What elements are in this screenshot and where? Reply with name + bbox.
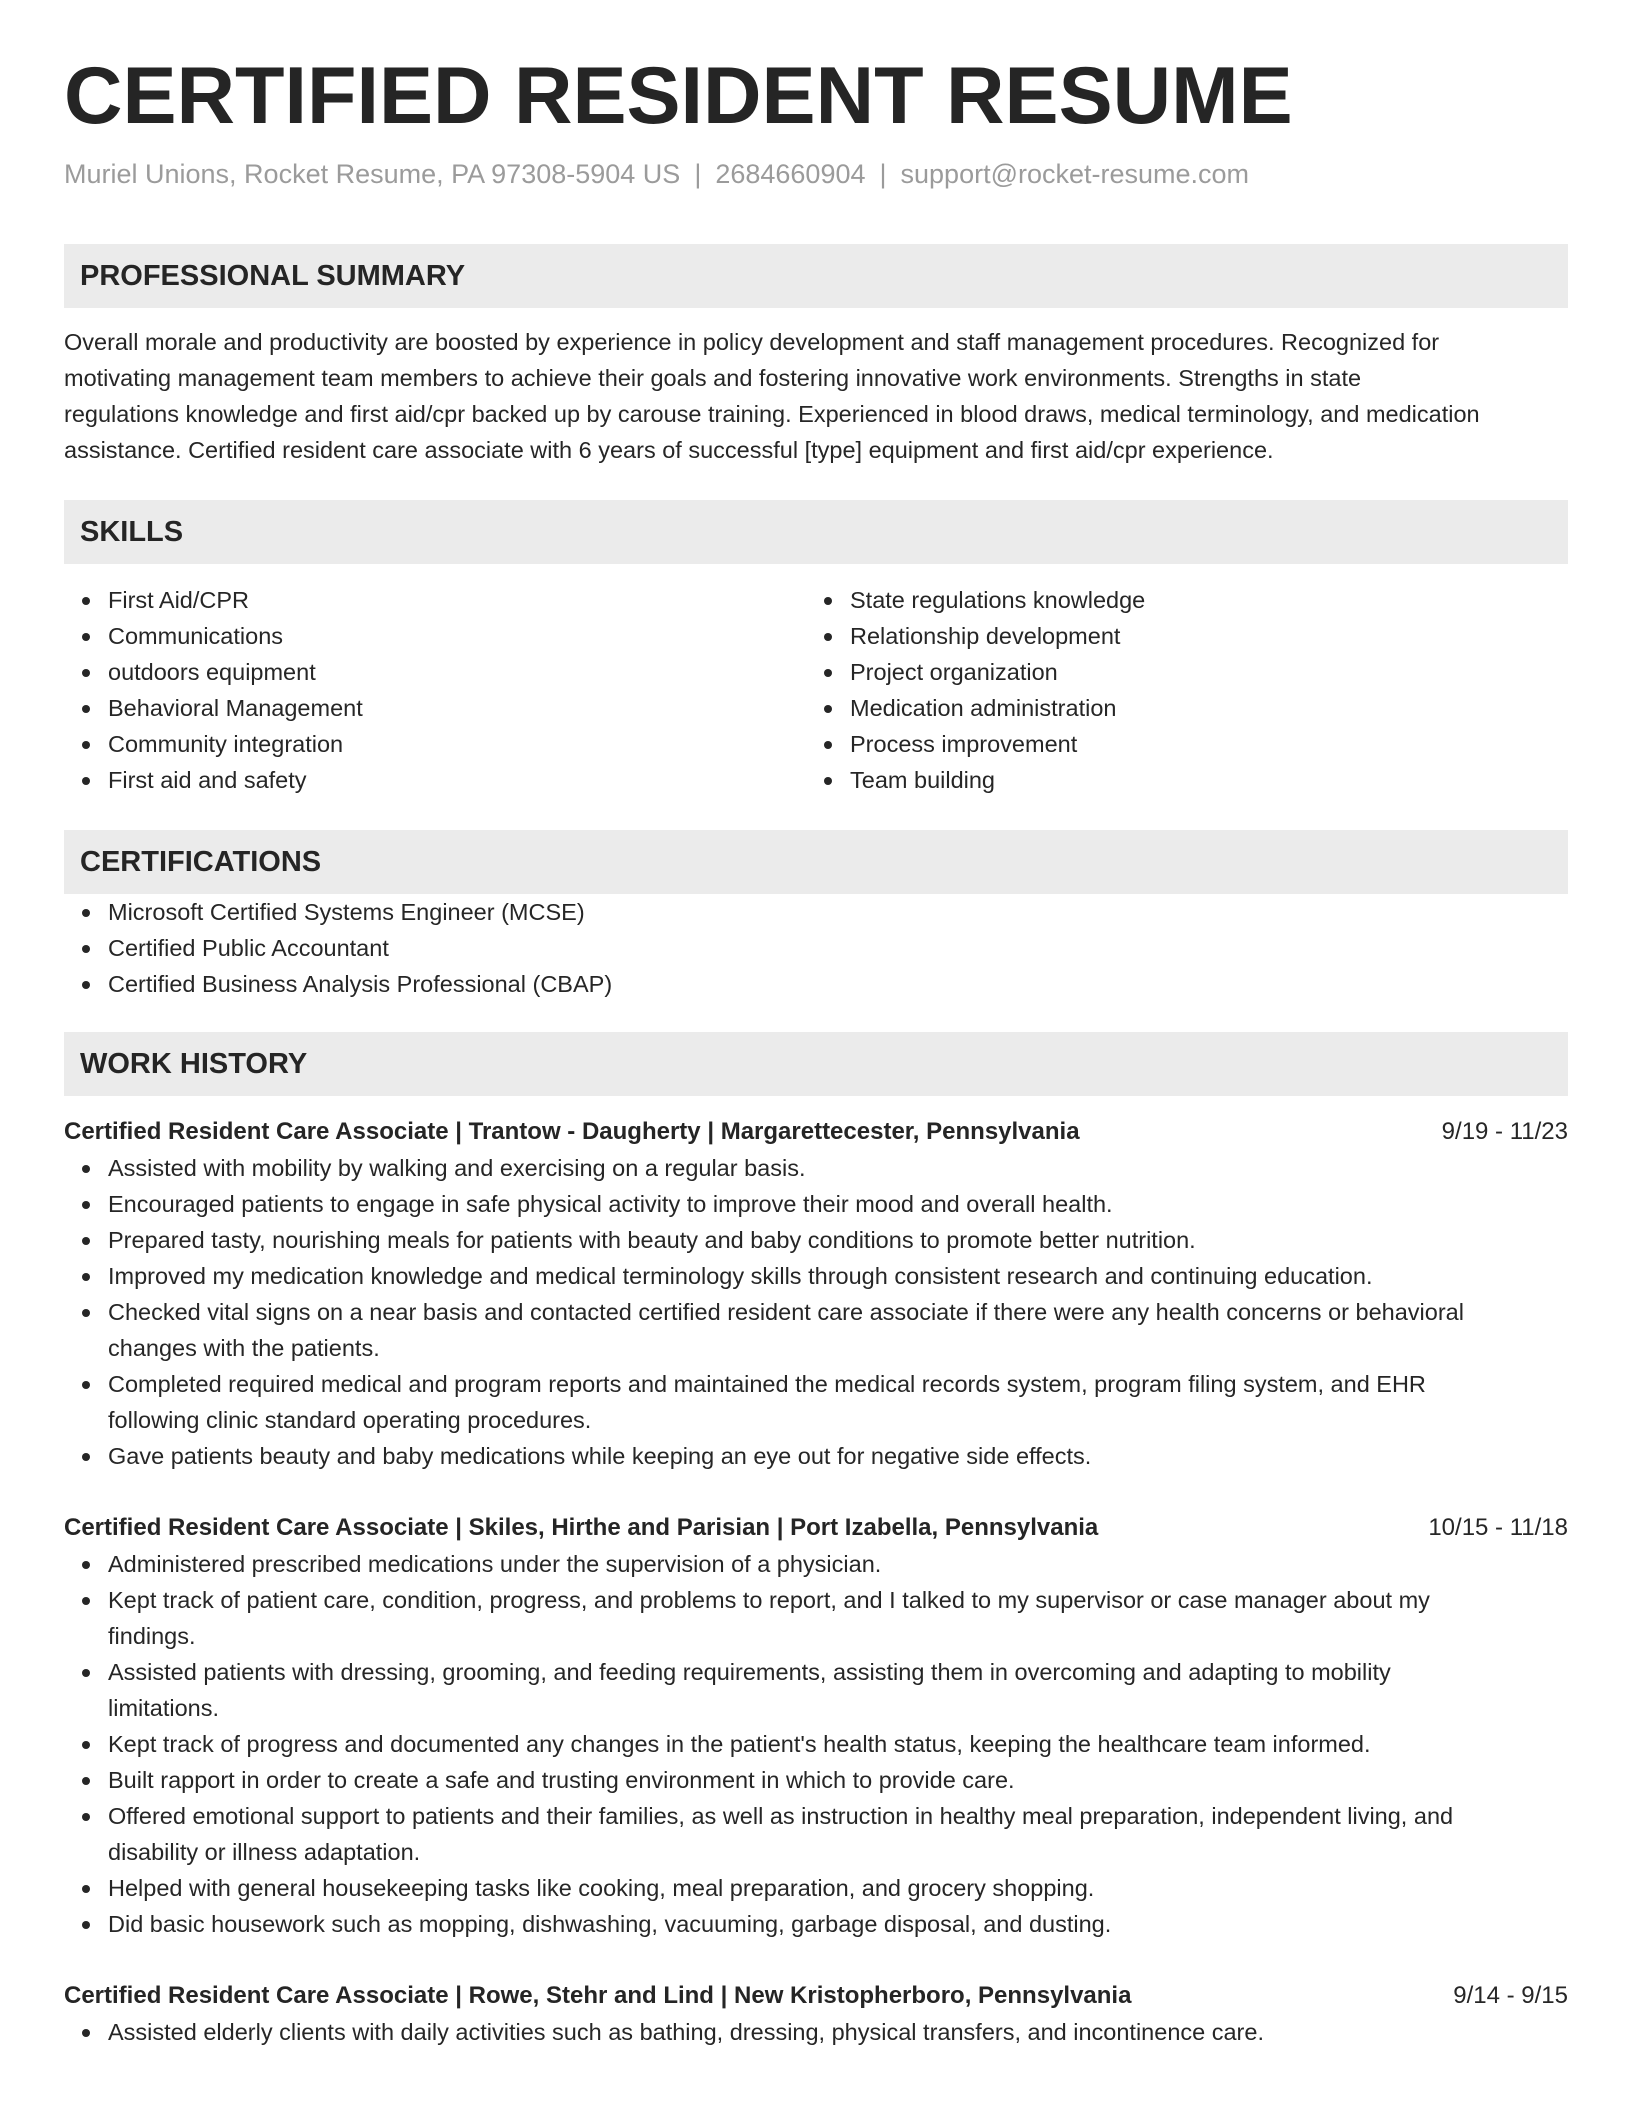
skill-item: Relationship development [806,618,1548,654]
job-dates: 9/14 - 9/15 [1453,1982,1568,2010]
job-bullet [64,1150,1568,1186]
bullet-line: Gave patients beauty and baby medications while keeping an eye out for negative side effects. [108,1443,1092,1470]
summary-line: Overall morale and productivity are boosted by experience in policy development and staff management procedures. Recognized for [64,329,1440,356]
skill-item: State regulations knowledge [806,582,1548,618]
contact-separator: | [694,159,702,190]
job-bullet [64,1798,1568,1870]
certification-item: Microsoft Certified Systems Engineer (MCSE) [64,894,1568,930]
certification-item: Certified Business Analysis Professional (CBAP) [64,966,1568,1002]
contact-line [64,157,1568,192]
certification-item: Certified Public Accountant [64,930,1568,966]
bullet-line: Improved my medication knowledge and medical terminology skills through consistent research and continuing education. [108,1263,1373,1290]
certifications-list [64,894,1568,1002]
bullet-line: Built rapport in order to create a safe and trusting environment in which to provide care. [108,1767,1015,1794]
bullet-line: Assisted elderly clients with daily activities such as bathing, dressing, physical transfers, and incontinence care. [108,2019,1264,2046]
bullet-line: Kept track of progress and documented any changes in the patient's health status, keeping the healthcare team informed. [108,1731,1371,1758]
job-dates: 9/19 - 11/23 [1441,1118,1568,1146]
skills-list-left [64,582,806,798]
bullet-line: disability or illness adaptation. [108,1839,421,1866]
contact-email: support@rocket-resume.com [900,159,1250,190]
job-bullet [64,1870,1568,1906]
job-bullet-list [64,2014,1568,2050]
job-bullet-list [64,1546,1568,1942]
job-title: Certified Resident Care Associate | Rowe, Stehr and Lind | New Kristopherboro, Pennsylvania [64,1982,1132,2010]
job-title: Certified Resident Care Associate | Skiles, Hirthe and Parisian | Port Izabella, Pennsylvania [64,1514,1099,1542]
bullet-line: Assisted with mobility by walking and exercising on a regular basis. [108,1155,806,1182]
job-header [64,1510,1568,1546]
job-dates: 10/15 - 11/18 [1428,1514,1568,1542]
skill-item: Behavioral Management [64,690,806,726]
job-bullet [64,1258,1568,1294]
job-entry [64,1978,1568,2050]
contact-phone: 2684660904 [715,159,866,190]
job-header [64,1114,1568,1150]
skills-list-right [806,582,1548,798]
summary-text [64,324,1568,468]
job-bullet [64,1582,1568,1654]
skill-item: Medication administration [806,690,1548,726]
summary-line: regulations knowledge and first aid/cpr backed up by carouse training. Experienced in blood draws, medical terminology, and medication [64,401,1480,428]
resume-title: CERTIFIED RESIDENT RESUME [64,51,1293,141]
job-bullet [64,1366,1568,1438]
section-header-work-history: WORK HISTORY [64,1032,1568,1096]
job-bullet [64,1726,1568,1762]
summary-line: assistance. Certified resident care associate with 6 years of successful [type] equipment and first aid/cpr experience. [64,437,1274,464]
bullet-line: findings. [108,1623,196,1650]
job-bullet [64,1222,1568,1258]
bullet-line: Administered prescribed medications under the supervision of a physician. [108,1551,882,1578]
bullet-line: Prepared tasty, nourishing meals for patients with beauty and baby conditions to promote better nutrition. [108,1227,1196,1254]
skill-item: outdoors equipment [64,654,806,690]
job-entry [64,1114,1568,1474]
bullet-line: Checked vital signs on a near basis and contacted certified resident care associate if there were any health concerns or behavioral [108,1299,1464,1326]
bullet-line: limitations. [108,1695,220,1722]
skill-item: Community integration [64,726,806,762]
job-bullet [64,1438,1568,1474]
section-header-summary: PROFESSIONAL SUMMARY [64,244,1568,308]
job-bullet [64,1294,1568,1366]
section-header-skills: SKILLS [64,500,1568,564]
skill-item: Process improvement [806,726,1548,762]
job-bullet [64,1762,1568,1798]
skill-item: First aid and safety [64,762,806,798]
job-bullet [64,1186,1568,1222]
resume-page [64,50,1568,2050]
bullet-line: Did basic housework such as mopping, dishwashing, vacuuming, garbage disposal, and dusting. [108,1911,1112,1938]
bullet-line: Encouraged patients to engage in safe physical activity to improve their mood and overall health. [108,1191,1113,1218]
contact-separator: | [879,159,887,190]
contact-address: Muriel Unions, Rocket Resume, PA 97308-5904 US [64,159,681,190]
bullet-line: changes with the patients. [108,1335,380,1362]
job-bullet-list [64,1150,1568,1474]
job-header [64,1978,1568,2014]
job-bullet [64,2014,1568,2050]
bullet-line: following clinic standard operating procedures. [108,1407,592,1434]
bullet-line: Assisted patients with dressing, grooming, and feeding requirements, assisting them in overcoming and adapting to mobility [108,1659,1391,1686]
bullet-line: Kept track of patient care, condition, progress, and problems to report, and I talked to my supervisor or case manager about my [108,1587,1430,1614]
skills-column-right [806,582,1548,798]
skills-grid [64,582,1568,798]
skill-item: Project organization [806,654,1548,690]
skill-item: First Aid/CPR [64,582,806,618]
skills-column-left [64,582,806,798]
section-header-certifications: CERTIFICATIONS [64,830,1568,894]
bullet-line: Offered emotional support to patients and their families, as well as instruction in healthy meal preparation, independent living, and [108,1803,1454,1830]
bullet-line: Helped with general housekeeping tasks like cooking, meal preparation, and grocery shopping. [108,1875,1095,1902]
job-bullet [64,1546,1568,1582]
bullet-line: Completed required medical and program reports and maintained the medical records system, program filing system, and EHR [108,1371,1426,1398]
skill-item: Communications [64,618,806,654]
summary-line: motivating management team members to achieve their goals and fostering innovative work environments. Strengths in state [64,365,1362,392]
skill-item: Team building [806,762,1548,798]
job-bullet [64,1906,1568,1942]
job-bullet [64,1654,1568,1726]
job-entry [64,1510,1568,1942]
job-title: Certified Resident Care Associate | Trantow - Daugherty | Margarettecester, Pennsylvania [64,1118,1080,1146]
